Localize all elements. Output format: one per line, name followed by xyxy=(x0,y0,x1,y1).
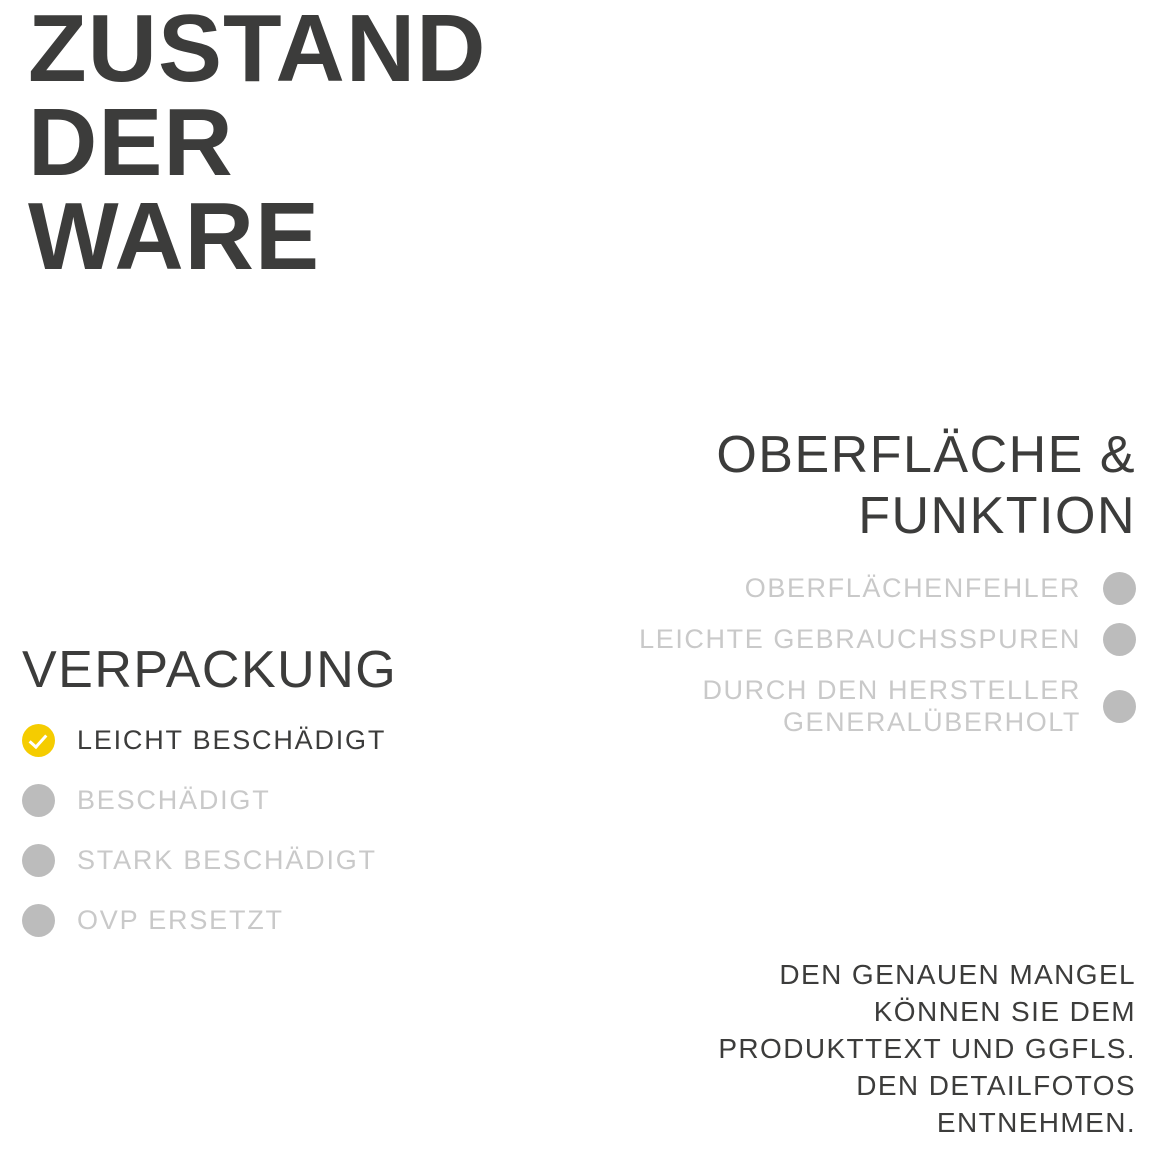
packaging-option-label: LEICHT BESCHÄDIGT xyxy=(77,725,387,755)
surface-option-label xyxy=(702,674,1081,739)
surface-option-label xyxy=(745,572,1081,604)
radio-dot-icon[interactable] xyxy=(1103,572,1136,605)
radio-dot-icon[interactable] xyxy=(1103,623,1136,656)
page-title-line-3: WARE xyxy=(28,183,320,291)
packaging-heading: VERPACKUNG xyxy=(22,641,398,699)
packaging-option-list xyxy=(22,724,642,937)
packaging-option-stark-beschaedigt[interactable] xyxy=(22,844,642,877)
packaging-option-label: BESCHÄDIGT xyxy=(77,785,271,815)
packaging-option-beschaedigt[interactable] xyxy=(22,784,642,817)
surface-option-label-line-1: DURCH DEN HERSTELLER xyxy=(702,674,1081,705)
page-title-line-2: DER xyxy=(28,89,234,197)
radio-dot-icon[interactable] xyxy=(22,844,55,877)
packaging-option-label: OVP ERSETZT xyxy=(77,905,284,935)
surface-option-label xyxy=(639,623,1081,655)
footnote-line-5: ENTNEHMEN. xyxy=(936,1107,1136,1139)
footnote-line-4: DEN DETAILFOTOS xyxy=(856,1070,1136,1102)
footnote-line-1: DEN GENAUEN MANGEL xyxy=(779,959,1136,991)
footnote-text xyxy=(476,957,1136,1142)
packaging-option-leicht-beschaedigt[interactable] xyxy=(22,724,642,757)
surface-option-label-line-1: OBERFLÄCHENFEHLER xyxy=(744,573,1081,604)
radio-dot-icon[interactable] xyxy=(22,904,55,937)
packaging-option-ovp-ersetzt[interactable] xyxy=(22,904,642,937)
radio-dot-checked-icon[interactable] xyxy=(22,724,55,757)
radio-dot-icon[interactable] xyxy=(1103,690,1136,723)
surface-option-oberflaechenfehler[interactable] xyxy=(496,572,1136,605)
radio-dot-icon[interactable] xyxy=(22,784,55,817)
page-title xyxy=(28,0,487,291)
footnote-line-2: KÖNNEN SIE DEM xyxy=(873,996,1136,1028)
surface-function-heading xyxy=(496,425,1136,548)
surface-function-heading-line-1: OBERFLÄCHE & xyxy=(716,426,1136,484)
page-title-line-1: ZUSTAND xyxy=(28,0,487,102)
surface-option-label-line-2: GENERALÜBERHOLT xyxy=(782,707,1081,738)
surface-option-label-line-1: LEICHTE GEBRAUCHSSPUREN xyxy=(639,624,1081,655)
footnote-line-3: PRODUKTTEXT UND GGFLS. xyxy=(718,1033,1136,1065)
packaging-section xyxy=(22,640,642,964)
packaging-option-label: STARK BESCHÄDIGT xyxy=(77,845,377,875)
surface-function-heading-line-2: FUNKTION xyxy=(858,487,1136,546)
